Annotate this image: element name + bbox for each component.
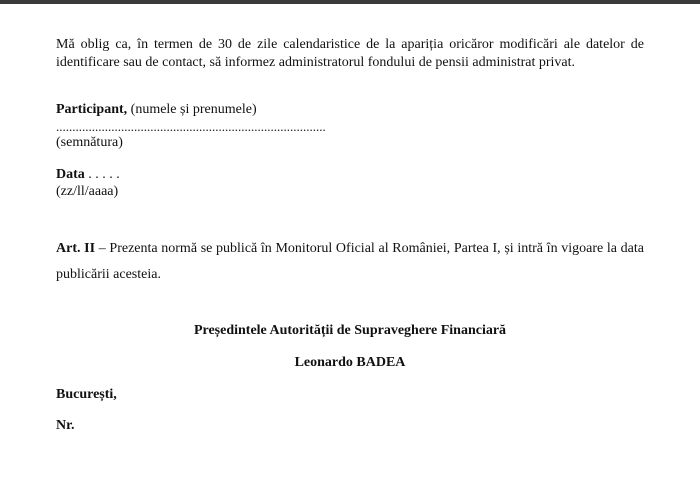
participant-hint: (numele și prenumele): [130, 102, 257, 117]
article-text: – Prezenta normă se publică în Monitorul Oficial al României, Partea I, și intră în vigoare la data publicării acesteia.: [56, 241, 644, 282]
city-label: București,: [56, 387, 117, 402]
top-border: [0, 0, 700, 4]
date-format-hint: (zz/ll/aaaa): [56, 184, 119, 199]
commitment-paragraph: [56, 36, 644, 72]
article-label: Art. II: [56, 241, 96, 256]
commitment-text: Mă oblig ca, în termen de 30 de zile calendaristice de la apariția oricăror modificări ale datelor de identificare sau de contact, să informez administratorul fondului de pensii administrat privat.: [56, 37, 644, 70]
signatory-name: Leonardo BADEA: [294, 355, 406, 370]
signature-dotted-line: ...................................................................................: [56, 119, 326, 134]
date-label: Data: [56, 167, 85, 182]
article-paragraph: [56, 236, 644, 288]
date-dots: . . . . .: [88, 167, 120, 182]
number-label: Nr.: [56, 418, 75, 433]
participant-line: [56, 101, 257, 119]
participant-label: Participant,: [56, 102, 128, 117]
signature-hint: (semnătura): [56, 135, 123, 150]
signatory-title: Președintele Autorității de Supraveghere Financiară: [193, 323, 507, 338]
date-line[interactable]: [56, 166, 120, 184]
